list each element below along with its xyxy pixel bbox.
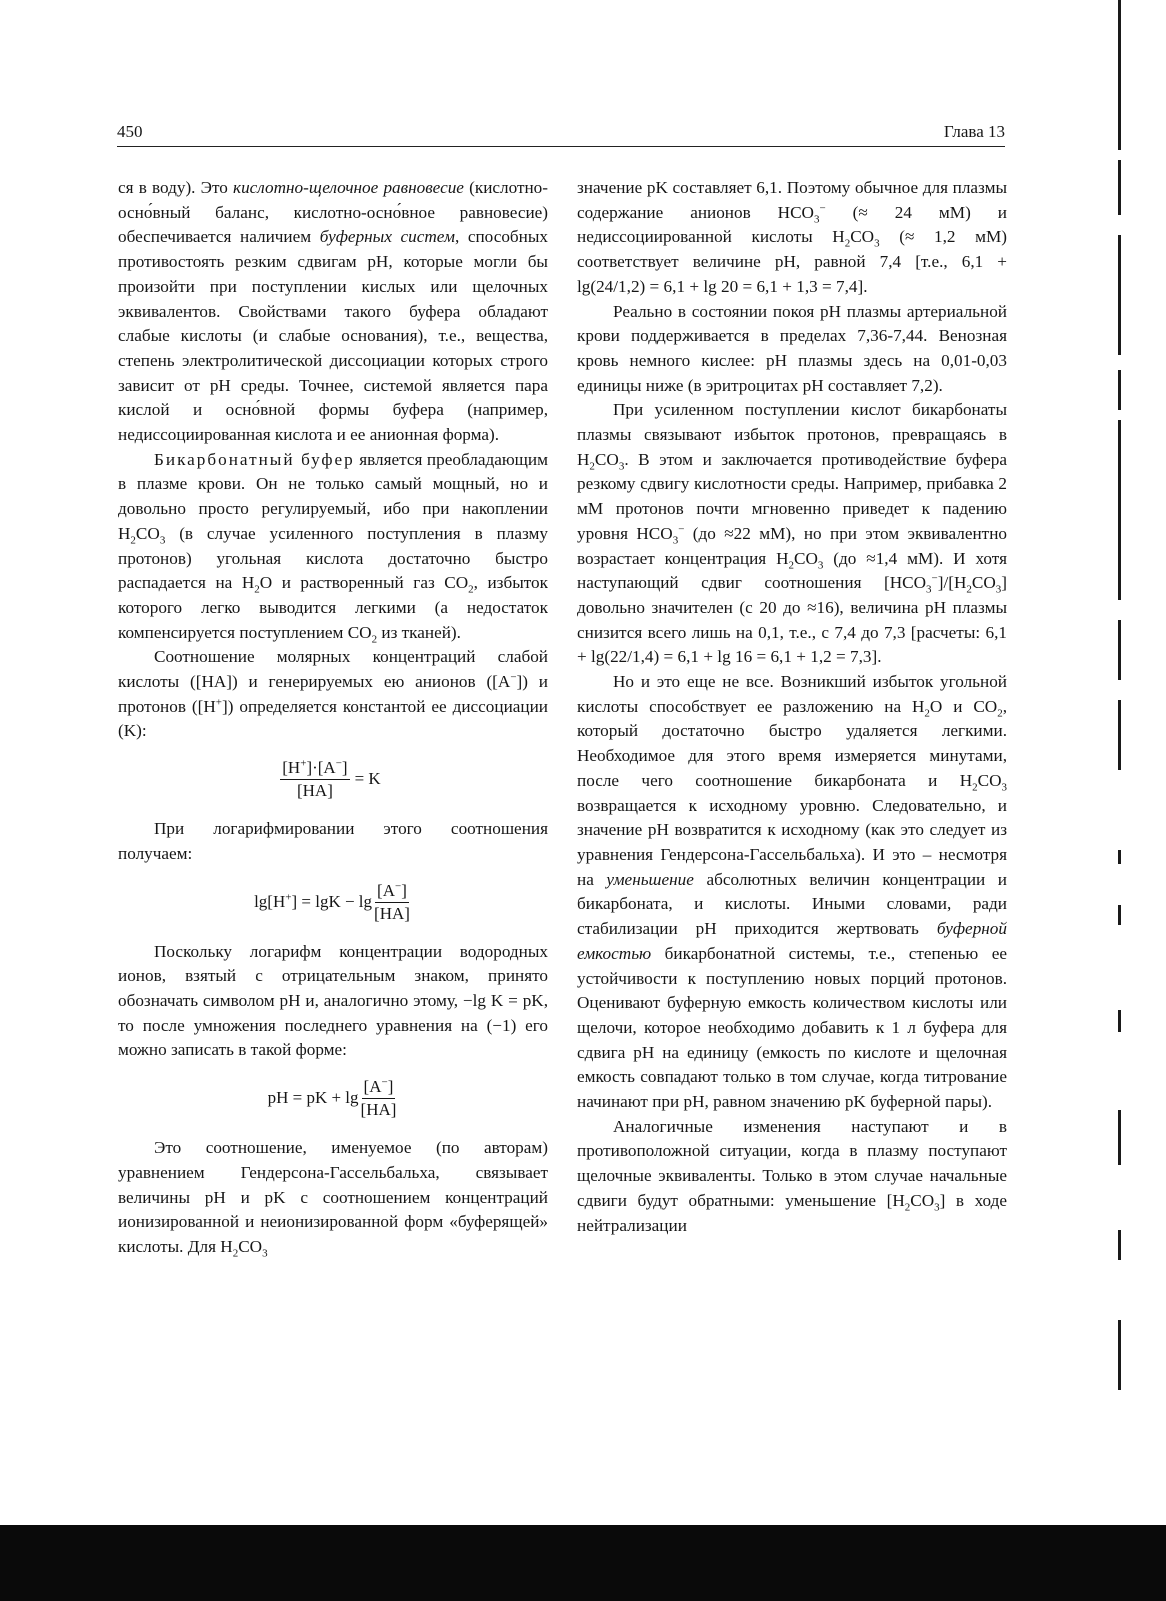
left-column [118,176,548,1260]
page-number: 450 [117,122,143,141]
formula-henderson-hasselbalch: pH = pK + lg $\frac{[A^-]}{[HA]}$ [267,1076,397,1120]
spaced-term: Бикарбонатный буфер [154,449,355,469]
paragraph: Но и это еще не все. Возникший избыток угольной кислоты способствует ее разложению на $H_2O$ и $CO_2$, который достаточно быстро удаляется легкими. Необходимое для этого время измеряется минутами, после чего соотношение бикарбоната и $H_2CO_3$ возвращается к исходному уровню. Следовательно, и значение pH возвратится к исходному (как это следует из уравнения Гендерсона-Гассельбальха). И это – несмотря на уменьшение абсолютных величин концентрации и бикарбоната, и кислоты. Иными словами, ради стабилизации pH приходится жертвовать буферной емкостью бикарбонатной системы, т.е., степенью ее устойчивости к поступлению новых порций протонов. Оценивают буферную емкость количеством кислоты или щелочи, которое необходимо добавить к 1 л буфера для сдвига pH на единицу (емкость по кислоте и щелочная емкость совпадают только в том случае, когда титрование начинают при pH, равном значению pK буферной пары). [577,672,1008,1112]
paragraph: значение pK составляет 6,1. Поэтому обычное для плазмы содержание анионов $HCO_3^-$ (≈ 24 мМ) и недиссоциированной кислоты $H_2CO_3$ (≈ 1,2 мМ) соответствует величине pH, равной 7,4 [т.е., 6,1 + lg(24/1,2) = 6,1 + lg 20 = 6,1 + 1,3 = 7,4]. [577,178,1007,296]
chapter-title: Глава 13 [943,122,1005,141]
paragraph: При усиленном поступлении кислот бикарбонаты плазмы связывают избыток протонов, превращаясь в $H_2CO_3$. В этом и заключается противодействие буфера резкому сдвигу кислотности среды. Например, прибавка 2 мМ протонов почти мгновенно приведет к падению уровня $HCO_3^-$ (до ≈22 мМ), но при этом эквивалентно возрастает концентрация $H_2CO_3$ (до ≈1,4 мМ). И хотя наступающий сдвиг соотношения $[HCO_3^-]/[H_2CO_3]$ довольно значителен (с 20 до ≈16), величина pH плазмы снизится всего лишь на 0,1, т.е., с 7,4 до 7,3 [расчеты: 6,1 + lg(22/1,4) = 6,1 + lg 16 = 6,1 + 1,2 = 7,3]. [577,400,1007,667]
page-header [117,120,1005,147]
paragraph: Бикарбонатный буфер является преобладающим в плазме крови. Он не только самый мощный, но и довольно просто регулируемый, ибо при накоплении $H_2CO_3$ (в случае усиленного поступления в плазму протонов) угольная кислота достаточно быстро распадается на $H_2O$ и растворенный газ $CO_2$, избыток которого легко выводится легкими (а недостаток компенсируется поступлением $CO_2$ из тканей). [118,449,548,646]
paragraph: Поскольку логарифм концентрации водородных ионов, взятый с отрицательным знаком, принято обозначать символом pH и, аналогично этому, −lg K = pK, то после умножения последнего уравнения на (−1) его можно записать в такой форме: [118,941,548,1060]
formula-dissociation-constant: $\frac{[H^+]\cdot[A^-]}{[HA]}$ = K [282,757,381,801]
paragraph: Это соотношение, именуемое (по авторам) уравнением Гендерсона-Гассельбальха, связывает величины pH и pK с соотношением концентраций ионизированной и неионизированной форм «буферящей» кислоты. Для $H_2CO_3$ [118,1138,548,1260]
scan-bottom-edge [0,1525,1166,1601]
paragraph: ся в воду). Это кислотно-щелочное равновесие (кислотно-осно́вный баланс, кислотно-осно́вное равновесие) обеспечивается наличием буферных систем, способных противостоять резким сдвигам pH, которые могли бы произойти при поступлении кислых или щелочных эквивалентов. Свойствами такого буфера обладают слабые кислоты (и слабые основания), т.е., вещества, степень электролитической диссоциации которых строго зависит от pH среды. Точнее, системой является пара кислой и осно́вной формы буфера (например, недиссоциированная кислота и ее анионная форма). [118,178,548,445]
scan-edge-artifact [1118,0,1122,1430]
paragraph: Аналогичные изменения наступают и в противоположной ситуации, когда в плазму поступают щелочные эквиваленты. Только в этом случае начальные сдвиги будут обратными: уменьшение $[H_2CO_3]$ в ходе нейтрализации [577,1116,1007,1235]
paragraph: Реально в состоянии покоя pH плазмы артериальной крови поддерживается в пределах 7,36-7,44. Венозная кровь немного кислее: pH плазмы здесь на 0,01-0,03 единицы ниже (в эритроцитах pH составляет 7,2). [577,301,1007,395]
formula-logarithm: lg[H+] = lgK − lg $\frac{[A^-]}{[HA]}$ [254,879,410,923]
emphasis: кислотно-щелочное равновесие [233,178,464,197]
paragraph: Соотношение молярных концентраций слабой кислоты ([HA]) и генерируемых ею анионов ([A−]) и протонов ([H+]) определяется константой ее диссоциации (K): [118,647,548,741]
emphasis: буферной емкостью [577,919,1007,963]
paragraph: При логарифмировании этого соотношения получаем: [118,819,548,863]
emphasis: буферных систем [319,227,455,247]
right-column [577,176,1007,1238]
emphasis: уменьшение [606,869,694,889]
